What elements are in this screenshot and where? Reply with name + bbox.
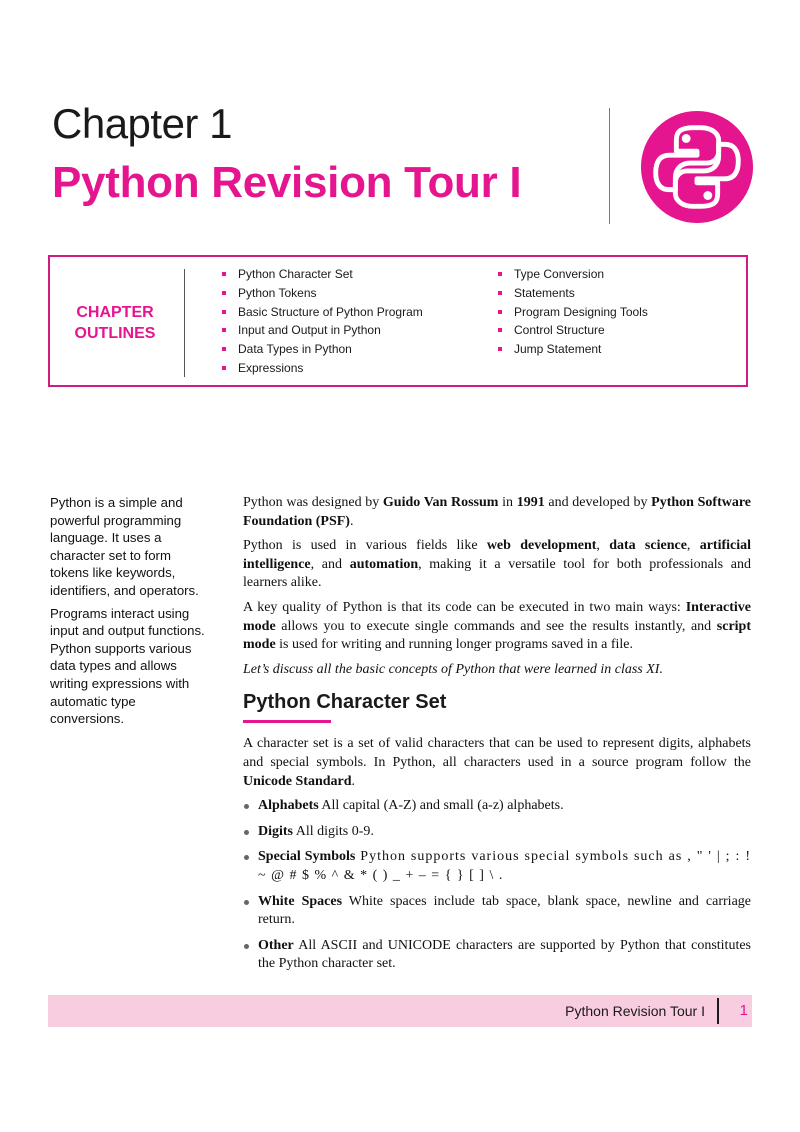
outline-item: Python Tokens [222, 284, 423, 303]
outline-item: Python Character Set [222, 265, 423, 284]
footer-separator [717, 998, 719, 1024]
outline-item: Control Structure [498, 321, 648, 340]
list-item: Special Symbols Python supports various special symbols such as , " ' | ; : ! ~ @ # $ % ^ & * ( ) _ + – = { } [ ] \ . [243, 848, 751, 885]
intro-paragraph-italic: Let’s discuss all the basic concepts of Python that were learned in class XI. [243, 661, 663, 677]
character-set-paragraph: A character set is a set of valid characters that can be used to represent digits, alphabets and special symbols. In Python, all characters used in a source program follow the Unicode Standard. [243, 736, 751, 789]
outline-column-1 [222, 265, 423, 378]
intro-paragraph-designer: Python was designed by Guido Van Rossum in 1991 and developed by Python Software Foundation (PSF). [243, 495, 752, 529]
list-item: Digits All digits 0-9. [243, 823, 751, 842]
outline-item: Data Types in Python [222, 340, 423, 359]
page-footer [48, 995, 752, 1027]
chapter-outline-box [48, 255, 748, 387]
outline-column-2 [498, 265, 648, 359]
section-heading: Python Character Set [243, 691, 447, 714]
intro-paragraph-modes: A key quality of Python is that its code can be executed in two main ways: Interactive mode allows you to execute single commands and see the results instantly, and script mode is used for writing and running longer programs saved in a file. [243, 599, 751, 653]
outline-item: Jump Statement [498, 340, 648, 359]
outline-item: Basic Structure of Python Program [222, 303, 423, 322]
outline-item: Type Conversion [498, 265, 648, 284]
side-note-paragraph: Python is a simple and powerful programming language. It uses a character set to form tokens like keywords, identifiers, and operators. [50, 495, 199, 598]
character-set-list [243, 797, 751, 974]
outline-item: Expressions [222, 359, 423, 378]
python-logo-icon [638, 108, 756, 226]
intro-paragraph-uses: Python is used in various fields like web development, data science, artificial intelligence, and automation, making it a versatile tool for both professionals and learners alike. [243, 538, 752, 591]
side-note-paragraph: Programs interact using input and output functions. Python supports various data types and allows writing expressions with automatic type conversions. [50, 605, 205, 727]
main-content [243, 494, 751, 981]
page-number: 1 [739, 1002, 748, 1019]
footer-running-title: Python Revision Tour I [565, 1003, 705, 1019]
chapter-number: Chapter 1 [52, 100, 232, 147]
list-item: White Spaces White spaces include tab space, blank space, newline and carriage return. [243, 893, 751, 930]
list-item: Alphabets All capital (A-Z) and small (a-z) alphabets. [243, 797, 751, 816]
outline-item: Statements [498, 284, 648, 303]
outline-divider [184, 269, 185, 377]
outline-item: Program Designing Tools [498, 303, 648, 322]
chapter-title: Python Revision Tour I [52, 158, 522, 207]
section-heading-rule [243, 720, 331, 723]
outline-label: CHAPTER OUTLINES [74, 304, 156, 342]
header-divider [609, 108, 610, 224]
side-note [50, 494, 210, 733]
list-item: Other All ASCII and UNICODE characters are supported by Python that constitutes the Python character set. [243, 937, 751, 974]
outline-item: Input and Output in Python [222, 321, 423, 340]
